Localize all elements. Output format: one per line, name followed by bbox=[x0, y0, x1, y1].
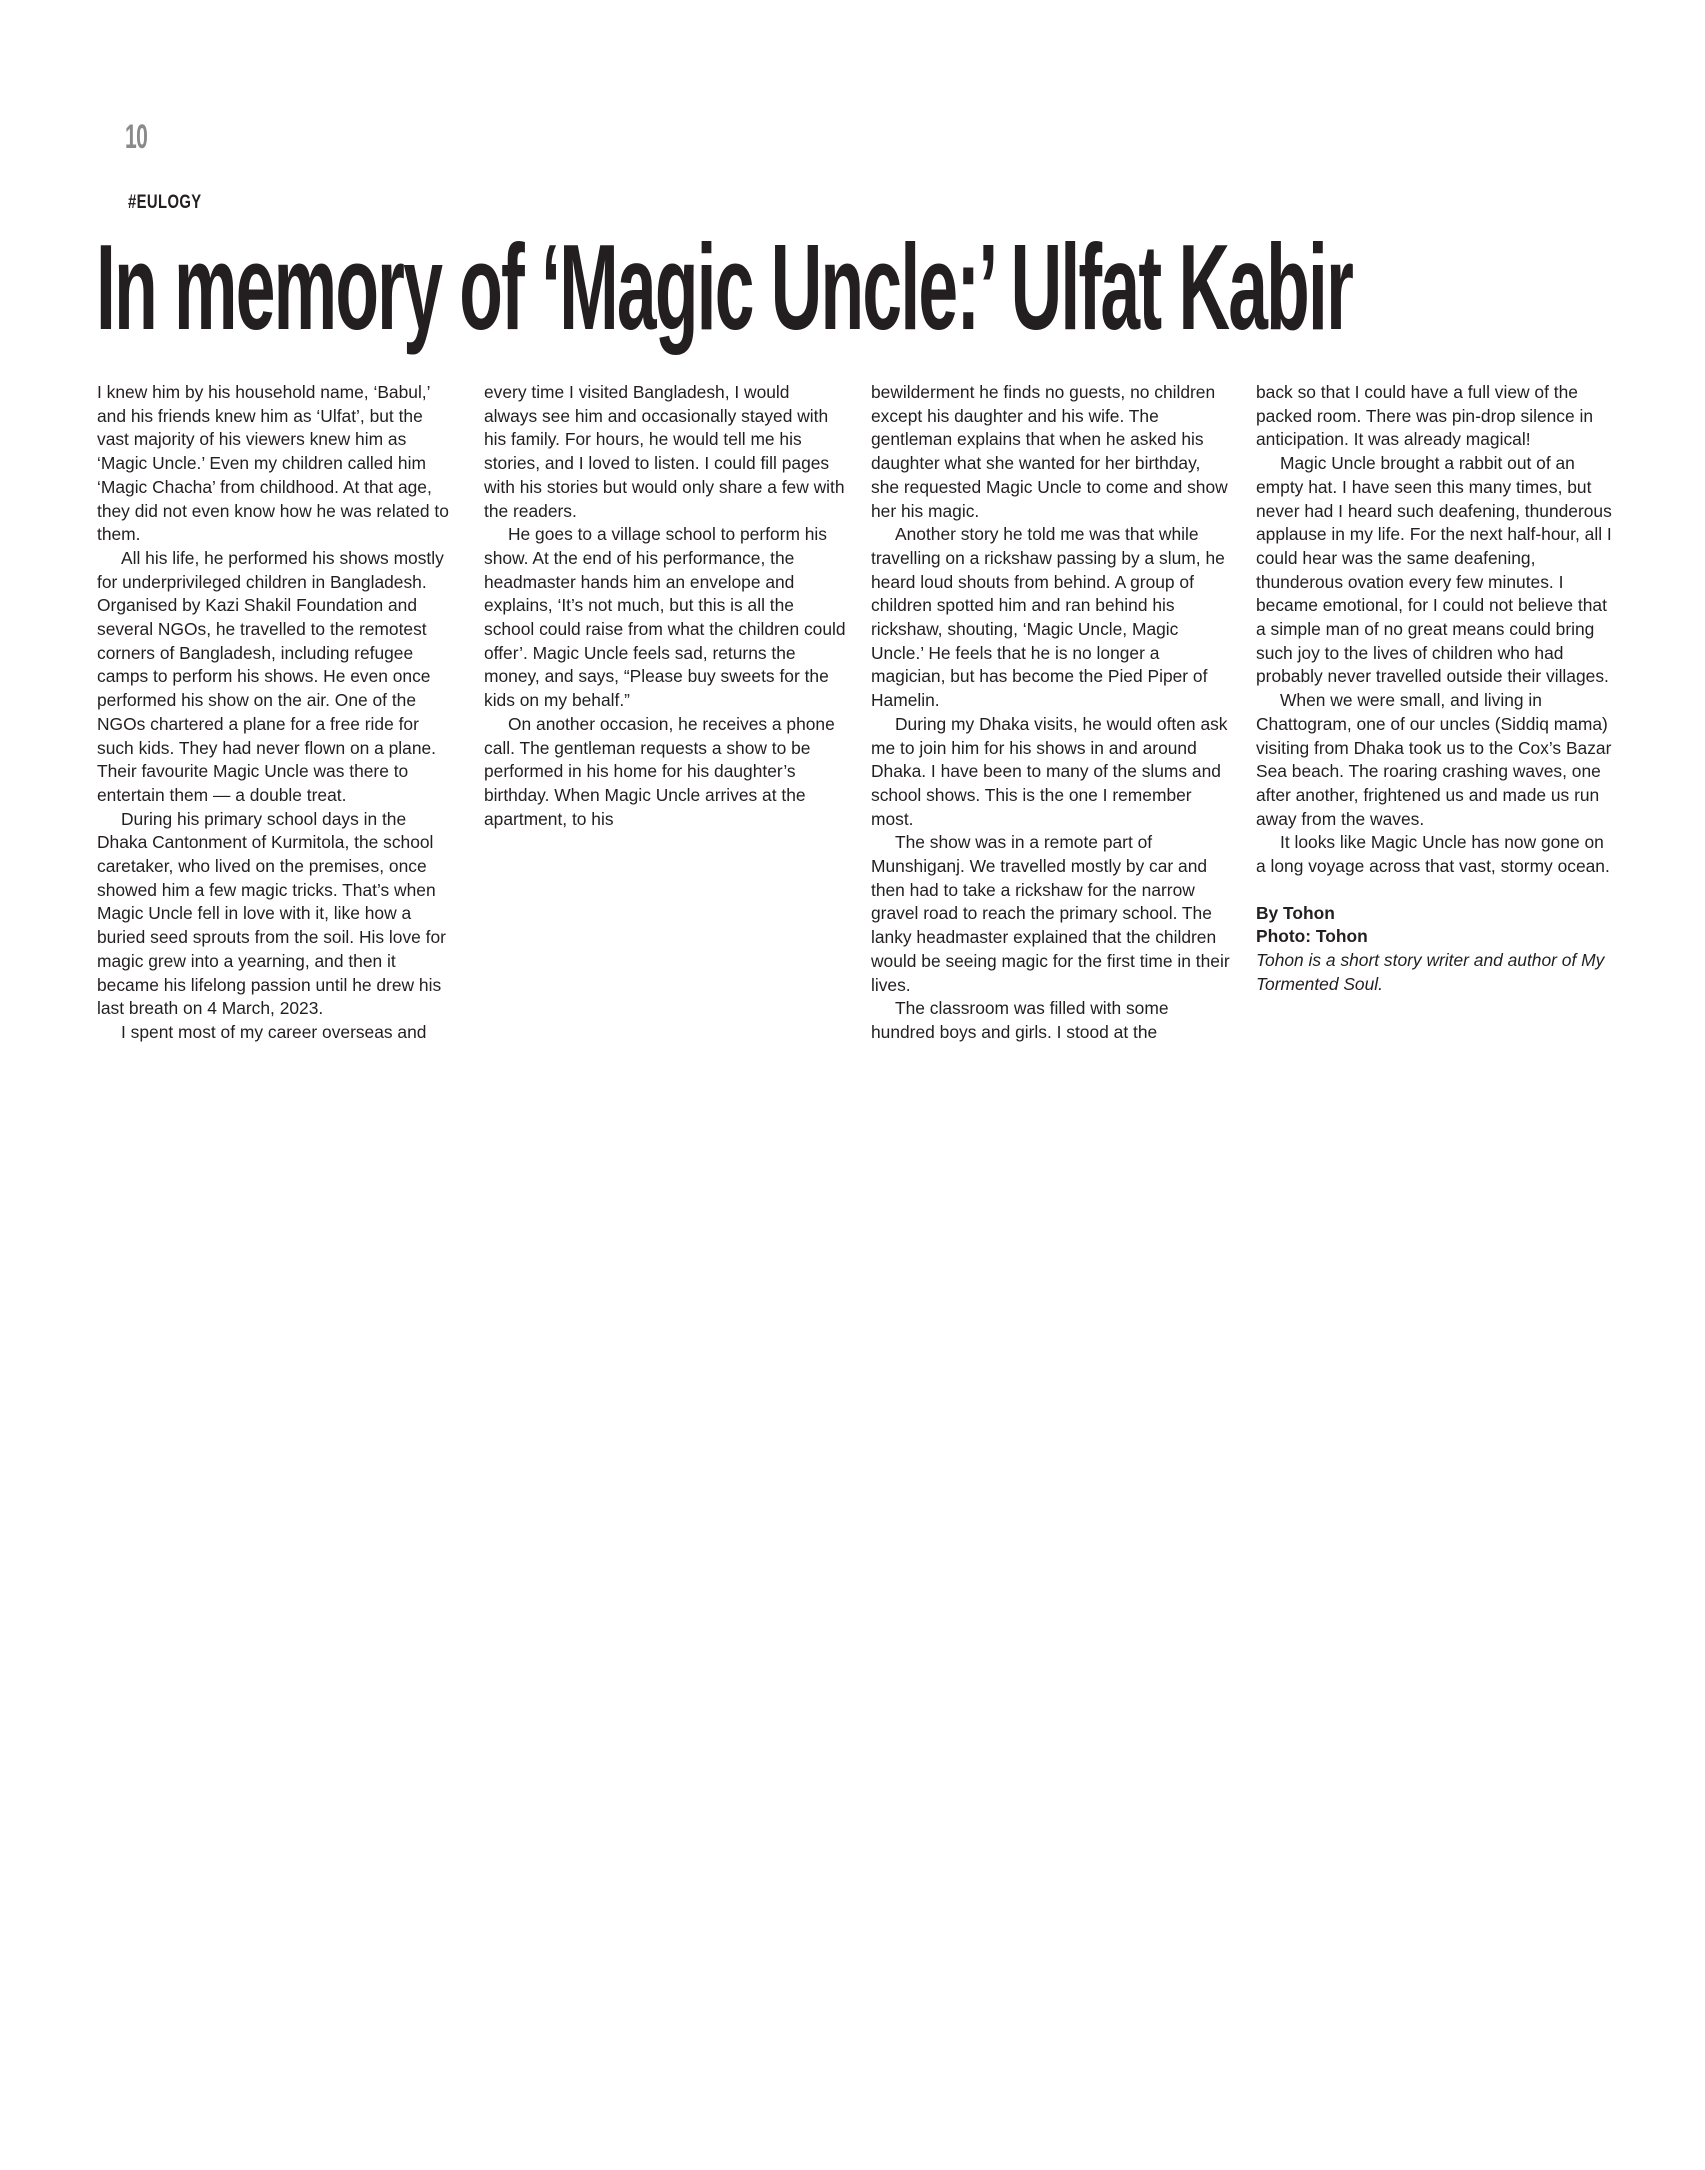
article-paragraph: During his primary school days in the Dhaka Cantonment of Kurmitola, the school caretaker, who lived on the premises, once showed him a few magic tricks. That’s when Magic Uncle fell in love with it, like how a buried seed sprouts from the soil. His love for magic grew into a yearning, and then it became his lifelong passion until he drew his last breath on 4 March, 2023. bbox=[97, 808, 446, 1019]
article-paragraph: The show was in a remote part of Munshiganj. We travelled mostly by car and then had to take a rickshaw for the narrow gravel road to reach the primary school. The lanky headmaster explained that the children would be seeing magic for the first time in their lives. bbox=[871, 832, 1230, 995]
byline: By Tohon bbox=[1256, 902, 1335, 923]
article-paragraph: When we were small, and living in Chattogram, one of our uncles (Siddiq mama) visiting from Dhaka took us to the Cox’s Bazar Sea beach. The roaring crashing waves, one after another, frightened us and made us run away from the waves. bbox=[1256, 690, 1612, 829]
article-paragraph: Another story he told me was that while travelling on a rickshaw passing by a slum, he heard loud shouts from behind. A group of children spotted him and ran behind his rickshaw, shouting, ‘Magic Uncle, Magic Uncle.’ He feels that he is no longer a magician, but has become the Pied Piper of Hamelin. bbox=[871, 524, 1225, 711]
article-column-4 bbox=[1256, 381, 1618, 997]
article-paragraph: On another occasion, he receives a phone call. The gentleman requests a show to be performed in his home for his daughter’s birthday. When Magic Uncle arrives at the apartment, to his bbox=[484, 713, 835, 829]
photo-credit: Photo: Tohon bbox=[1256, 926, 1368, 947]
article-paragraph: I knew him by his household name, ‘Babul,’ and his friends knew him as ‘Ulfat’, but the vast majority of his viewers knew him as ‘Magic Uncle.’ Even my children called him ‘Magic Chacha’ from childhood. At that age, they did not even know how he was related to them. bbox=[97, 382, 449, 545]
page-number: 10 bbox=[125, 118, 148, 156]
article-paragraph: The classroom was filled with some hundred boys and girls. I stood at the bbox=[871, 998, 1169, 1042]
article-column-3 bbox=[871, 381, 1233, 1045]
article-column-2 bbox=[484, 381, 846, 831]
article-headline: In memory of ‘Magic Uncle:’ Ulfat Kabir bbox=[96, 219, 1353, 355]
author-bio: Tohon is a short story writer and author of My Tormented Soul. bbox=[1256, 950, 1605, 994]
section-tag: #EULOGY bbox=[128, 192, 202, 213]
article-column-1 bbox=[97, 381, 459, 1045]
article-paragraph: All his life, he performed his shows mostly for underprivileged children in Bangladesh. Organised by Kazi Shakil Foundation and several NGOs, he travelled to the remotest corners of Bangladesh, including refugee camps to perform his shows. He even once performed his show on the air. One of the NGOs chartered a plane for a free ride for such kids. They had never flown on a plane. Their favourite Magic Uncle was there to entertain them — a double treat. bbox=[97, 547, 444, 805]
article-paragraph-continued: bewilderment he finds no guests, no children except his daughter and his wife. The gentleman explains that when he asked his daughter what she wanted for her birthday, she requested Magic Uncle to come and show her his magic. bbox=[871, 382, 1228, 521]
article-paragraph: Magic Uncle brought a rabbit out of an empty hat. I have seen this many times, but never had I heard such deafening, thunderous applause in my life. For the next half-hour, all I could hear was the same deafening, thunderous ovation every few minutes. I became emotional, for I could not believe that a simple man of no great means could bring such joy to the lives of children who had probably never travelled outside their villages. bbox=[1256, 453, 1612, 687]
article-paragraph-continued: back so that I could have a full view of the packed room. There was pin-drop silence in anticipation. It was already magical! bbox=[1256, 382, 1594, 450]
article-paragraph: He goes to a village school to perform his show. At the end of his performance, the headmaster hands him an envelope and explains, ‘It’s not much, but this is all the school could raise from what the children could offer’. Magic Uncle feels sad, returns the money, and says, “Please buy sweets for the kids on my behalf.” bbox=[484, 524, 846, 711]
article-paragraph: During my Dhaka visits, he would often ask me to join him for his shows in and around Dhaka. I have been to many of the slums and school shows. This is the one I remember most. bbox=[871, 713, 1228, 829]
article-paragraph-continued: every time I visited Bangladesh, I would always see him and occasionally stayed with his family. For hours, he would tell me his stories, and I loved to listen. I could fill pages with his stories but would only share a few with the readers. bbox=[484, 382, 845, 521]
article-paragraph: I spent most of my career overseas and bbox=[121, 1021, 427, 1042]
article-paragraph: It looks like Magic Uncle has now gone on a long voyage across that vast, stormy ocean. bbox=[1256, 832, 1610, 877]
